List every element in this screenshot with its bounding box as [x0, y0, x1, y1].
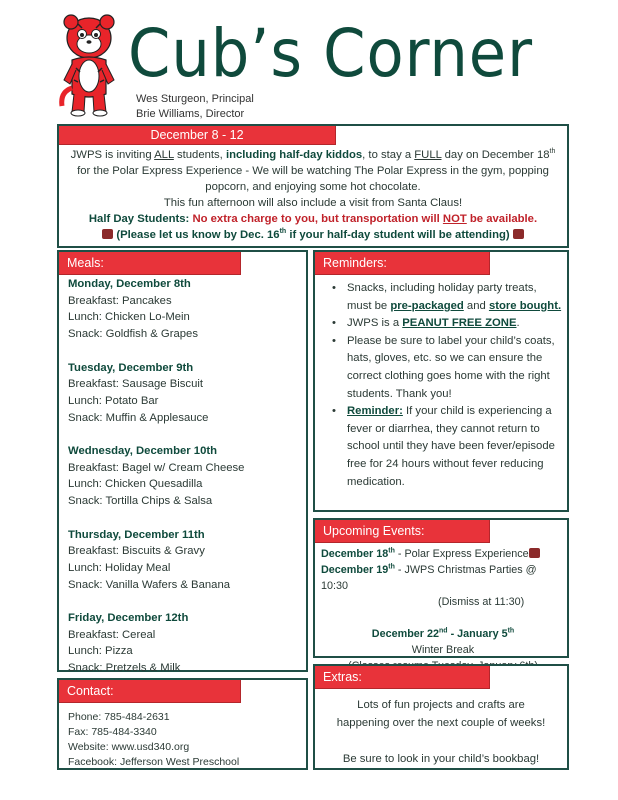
- breakfast-item: Breakfast: Bagel w/ Cream Cheese: [68, 461, 245, 474]
- tiger-mascot-icon: [58, 14, 120, 118]
- snack-item: Snack: Goldfish & Grapes: [68, 328, 198, 341]
- day-heading: Wednesday, December 10th: [68, 445, 218, 457]
- contact-fax: Fax: 785-484-3340: [68, 726, 157, 738]
- announcement-section: [57, 124, 569, 248]
- extras-body: [315, 696, 567, 768]
- announcement-line-1: JWPS is inviting ALL students, including half-day kiddos, to stay a FULL day on December 18th: [70, 148, 556, 161]
- meal-day-tuesday: [68, 360, 244, 427]
- snack-item: Snack: Pretzels & Milk: [68, 662, 181, 675]
- contact-phone: Phone: 785-484-2631: [68, 711, 170, 723]
- events-body: [321, 546, 565, 674]
- meals-tab: Meals:: [59, 252, 241, 275]
- events-section: [313, 518, 569, 658]
- meal-list: [68, 276, 244, 677]
- train-icon: [102, 229, 113, 239]
- contact-website[interactable]: Website: www.usd340.org: [68, 741, 190, 753]
- reminders-list: [330, 280, 562, 491]
- lunch-item: Lunch: Chicken Quesadilla: [68, 478, 203, 491]
- lunch-item: Lunch: Pizza: [68, 645, 133, 658]
- lunch-item: Lunch: Potato Bar: [68, 394, 159, 407]
- reminders-tab: Reminders:: [315, 252, 490, 275]
- dismiss-note: (Dismiss at 11:30): [438, 596, 525, 608]
- snack-item: Snack: Vanilla Wafers & Banana: [68, 578, 231, 591]
- winter-break-label: Winter Break: [411, 644, 475, 656]
- lunch-item: Lunch: Chicken Lo-Mein: [68, 311, 190, 324]
- train-icon: [529, 548, 540, 558]
- reminder-illness: • Reminder: If your child is experiencing a fever or diarrhea, they cannot return to school until they have been fever/episode free for 24 hours without fever reducing medication.: [330, 403, 562, 491]
- reminder-peanut-free: • JWPS is a PEANUT FREE ZONE.: [330, 315, 562, 333]
- day-heading: Tuesday, December 9th: [68, 361, 194, 374]
- announcement-line-3: popcorn, and enjoying some hot chocolate.: [205, 181, 421, 193]
- meal-day-wednesday: [68, 443, 244, 510]
- staff-names: [136, 92, 254, 122]
- contact-tab: Contact:: [59, 680, 241, 703]
- meal-day-monday: [68, 276, 244, 343]
- meals-section: [57, 250, 308, 675]
- reminder-labels: • Please be sure to label your child’s coats, hats, gloves, etc. so we can ensure the correct clothing goes home with the right students. Thank you!: [330, 333, 562, 403]
- events-tab: Upcoming Events:: [315, 520, 490, 543]
- breakfast-item: Breakfast: Sausage Biscuit: [68, 378, 204, 391]
- announcement-line-2: for the Polar Express Experience - We will be watching The Polar Express in the gym, popping: [77, 165, 549, 177]
- announcement-body: [59, 147, 567, 243]
- contact-section: [57, 678, 308, 770]
- day-heading: Thursday, December 11th: [68, 528, 205, 541]
- extras-line-3: Be sure to look in your child’s bookbag!: [342, 753, 540, 765]
- extras-line-1: Lots of fun projects and crafts are: [357, 699, 525, 711]
- contact-list: [68, 710, 239, 770]
- snack-item: Snack: Muffin & Applesauce: [68, 411, 209, 424]
- day-heading: Friday, December 12th: [68, 612, 189, 624]
- extras-tab: Extras:: [315, 666, 490, 689]
- announcement-tab: December 8 - 12: [59, 126, 336, 145]
- train-icon: [513, 229, 524, 239]
- principal-name: Wes Sturgeon, Principal: [136, 93, 254, 105]
- reminders-section: [313, 250, 569, 512]
- extras-section: [313, 664, 569, 770]
- rsvp-notice: (Please let us know by Dec. 16th if your half-day student will be attending): [59, 227, 567, 243]
- half-day-notice: Half Day Students: No extra charge to you, but transportation will NOT be available.: [88, 213, 538, 225]
- meal-day-friday: [68, 610, 244, 677]
- newsletter-title: Cub’s Corner: [128, 15, 533, 92]
- breakfast-item: Breakfast: Biscuits & Gravy: [68, 545, 205, 558]
- day-heading: Monday, December 8th: [68, 278, 191, 290]
- winter-break-dates: December 22nd - January 5th: [371, 627, 515, 640]
- breakfast-item: Breakfast: Pancakes: [68, 294, 172, 307]
- contact-facebook: Facebook: Jefferson West Preschool: [68, 756, 240, 768]
- extras-line-2: happening over the next couple of weeks!: [336, 717, 546, 729]
- meal-day-thursday: [68, 527, 244, 594]
- announcement-line-4: This fun afternoon will also include a visit from Santa Claus!: [163, 197, 463, 209]
- lunch-item: Lunch: Holiday Meal: [68, 561, 171, 574]
- event-polar-express: December 18th - Polar Express Experience: [321, 546, 565, 562]
- director-name: Brie Williams, Director: [136, 108, 245, 120]
- snack-item: Snack: Tortilla Chips & Salsa: [68, 495, 213, 508]
- breakfast-item: Breakfast: Cereal: [68, 628, 156, 641]
- reminder-snacks: • Snacks, including holiday party treats, must be pre-packaged and store bought.: [330, 280, 562, 315]
- event-christmas-parties: December 19th - JWPS Christmas Parties @ 10:30: [321, 563, 537, 592]
